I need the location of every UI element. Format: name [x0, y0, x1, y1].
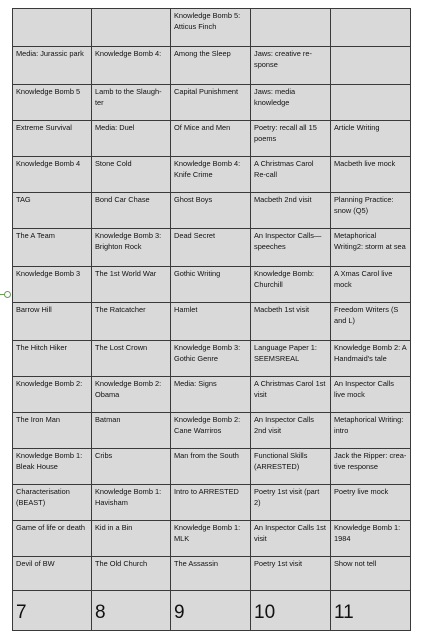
- grid-cell: The Iron Man: [13, 413, 92, 449]
- grid-cell: Jaws: media knowledge: [251, 85, 331, 121]
- grid-cell: Barrow Hill: [13, 303, 92, 341]
- grid-cell: Poetry 1st visit: [251, 557, 331, 591]
- grid-row: [13, 193, 411, 229]
- grid-cell: The Assassin: [171, 557, 251, 591]
- grid-cell: Bond Car Chase: [92, 193, 171, 229]
- grid-cell: Kid in a Bin: [92, 521, 171, 557]
- grid-cell: Knowledge Bomb 1: MLK: [171, 521, 251, 557]
- grid-cell: A Christmas Carol Re-call: [251, 157, 331, 193]
- grid-cell: An Inspector Calls—speeches: [251, 229, 331, 267]
- grid-cell: [251, 9, 331, 47]
- grid-row: [13, 47, 411, 85]
- grid-cell: Media: Duel: [92, 121, 171, 157]
- grid-cell: Gothic Writing: [171, 267, 251, 303]
- grid-cell: Metaphorical Writing: intro: [331, 413, 411, 449]
- grid-cell: Capital Punishment: [171, 85, 251, 121]
- grid-cell: Media: Jurassic park: [13, 47, 92, 85]
- grid-cell: A Christmas Carol 1st visit: [251, 377, 331, 413]
- grid-row: [13, 413, 411, 449]
- grid-cell: Metaphorical Writing2: storm at sea: [331, 229, 411, 267]
- grid-cell: Knowledge Bomb 1: Havisham: [92, 485, 171, 521]
- grid-row: [13, 449, 411, 485]
- year-number-cell: 11: [331, 591, 411, 631]
- grid-cell: An Inspector Calls 2nd visit: [251, 413, 331, 449]
- grid-cell: The Lost Crown: [92, 341, 171, 377]
- grid-cell: Macbeth 1st visit: [251, 303, 331, 341]
- grid-cell: Man from the South: [171, 449, 251, 485]
- grid-cell: Lamb to the Slaugh-ter: [92, 85, 171, 121]
- grid-cell: Poetry 1st visit (part 2): [251, 485, 331, 521]
- year-number-cell: 7: [13, 591, 92, 631]
- grid-cell: Poetry: recall all 15 poems: [251, 121, 331, 157]
- grid-cell: Of Mice and Men: [171, 121, 251, 157]
- grid-cell: Intro to ARRESTED: [171, 485, 251, 521]
- grid-cell: An Inspector Calls 1st visit: [251, 521, 331, 557]
- grid-row: [13, 85, 411, 121]
- grid-cell: Hamlet: [171, 303, 251, 341]
- grid-row: [13, 521, 411, 557]
- grid-cell: TAG: [13, 193, 92, 229]
- curriculum-grid-body: [13, 9, 411, 631]
- grid-cell: Ghost Boys: [171, 193, 251, 229]
- grid-row: [13, 303, 411, 341]
- grid-row: [13, 267, 411, 303]
- grid-cell: Knowledge Bomb 5: Atticus Finch: [171, 9, 251, 47]
- grid-row: [13, 121, 411, 157]
- grid-cell: Knowledge Bomb 2:: [13, 377, 92, 413]
- grid-cell: Knowledge Bomb 1: 1984: [331, 521, 411, 557]
- grid-cell: Poetry live mock: [331, 485, 411, 521]
- grid-row: [13, 341, 411, 377]
- grid-cell: Knowledge Bomb 2: Cane Warriros: [171, 413, 251, 449]
- grid-cell: Functional Skills (ARRESTED): [251, 449, 331, 485]
- grid-cell: [331, 9, 411, 47]
- grid-row: [13, 9, 411, 47]
- grid-cell: Stone Cold: [92, 157, 171, 193]
- edge-connector-handle[interactable]: [4, 291, 11, 298]
- grid-row: [13, 485, 411, 521]
- grid-cell: The Ratcatcher: [92, 303, 171, 341]
- grid-cell: Jaws: creative re-sponse: [251, 47, 331, 85]
- grid-cell: Macbeth live mock: [331, 157, 411, 193]
- grid-cell: Knowledge Bomb 4: [13, 157, 92, 193]
- grid-row: [13, 229, 411, 267]
- grid-cell: Knowledge Bomb 3: Brighton Rock: [92, 229, 171, 267]
- grid-cell: Media: Signs: [171, 377, 251, 413]
- grid-cell: Knowledge Bomb 5: [13, 85, 92, 121]
- grid-cell: Macbeth 2nd visit: [251, 193, 331, 229]
- grid-cell: Knowledge Bomb 4: Knife Crime: [171, 157, 251, 193]
- grid-cell: Knowledge Bomb 4:: [92, 47, 171, 85]
- grid-row: [13, 157, 411, 193]
- grid-cell: Language Paper 1: SEEMSREAL: [251, 341, 331, 377]
- grid-cell: Cribs: [92, 449, 171, 485]
- grid-cell: [331, 85, 411, 121]
- grid-row: [13, 377, 411, 413]
- year-number-row: [13, 591, 411, 631]
- grid-cell: Game of life or death: [13, 521, 92, 557]
- grid-cell: The Hitch Hiker: [13, 341, 92, 377]
- grid-cell: The 1st World War: [92, 267, 171, 303]
- grid-cell: [13, 9, 92, 47]
- grid-cell: Article Writing: [331, 121, 411, 157]
- grid-cell: The Old Church: [92, 557, 171, 591]
- grid-cell: An Inspector Calls live mock: [331, 377, 411, 413]
- grid-cell: Freedom Writers (S and L): [331, 303, 411, 341]
- grid-cell: The A Team: [13, 229, 92, 267]
- year-number-cell: 9: [171, 591, 251, 631]
- curriculum-grid: [12, 8, 411, 631]
- grid-cell: Extreme Survival: [13, 121, 92, 157]
- grid-cell: Characterisation (BEAST): [13, 485, 92, 521]
- grid-cell: [331, 47, 411, 85]
- grid-cell: Planning Practice: snow (Q5): [331, 193, 411, 229]
- grid-cell: Among the Sleep: [171, 47, 251, 85]
- grid-row: [13, 557, 411, 591]
- grid-cell: [92, 9, 171, 47]
- grid-cell: Dead Secret: [171, 229, 251, 267]
- grid-cell: Batman: [92, 413, 171, 449]
- grid-cell: A Xmas Carol live mock: [331, 267, 411, 303]
- grid-cell: Knowledge Bomb 2: Obama: [92, 377, 171, 413]
- grid-cell: Jack the Ripper: crea-tive response: [331, 449, 411, 485]
- year-number-cell: 10: [251, 591, 331, 631]
- grid-cell: Knowledge Bomb 3: [13, 267, 92, 303]
- grid-cell: Devil of BW: [13, 557, 92, 591]
- grid-cell: Knowledge Bomb 1: Bleak House: [13, 449, 92, 485]
- grid-cell: Knowledge Bomb 3: Gothic Genre: [171, 341, 251, 377]
- grid-cell: Show not tell: [331, 557, 411, 591]
- grid-cell: Knowledge Bomb: Churchill: [251, 267, 331, 303]
- grid-cell: Knowledge Bomb 2: A Handmaid's tale: [331, 341, 411, 377]
- year-number-cell: 8: [92, 591, 171, 631]
